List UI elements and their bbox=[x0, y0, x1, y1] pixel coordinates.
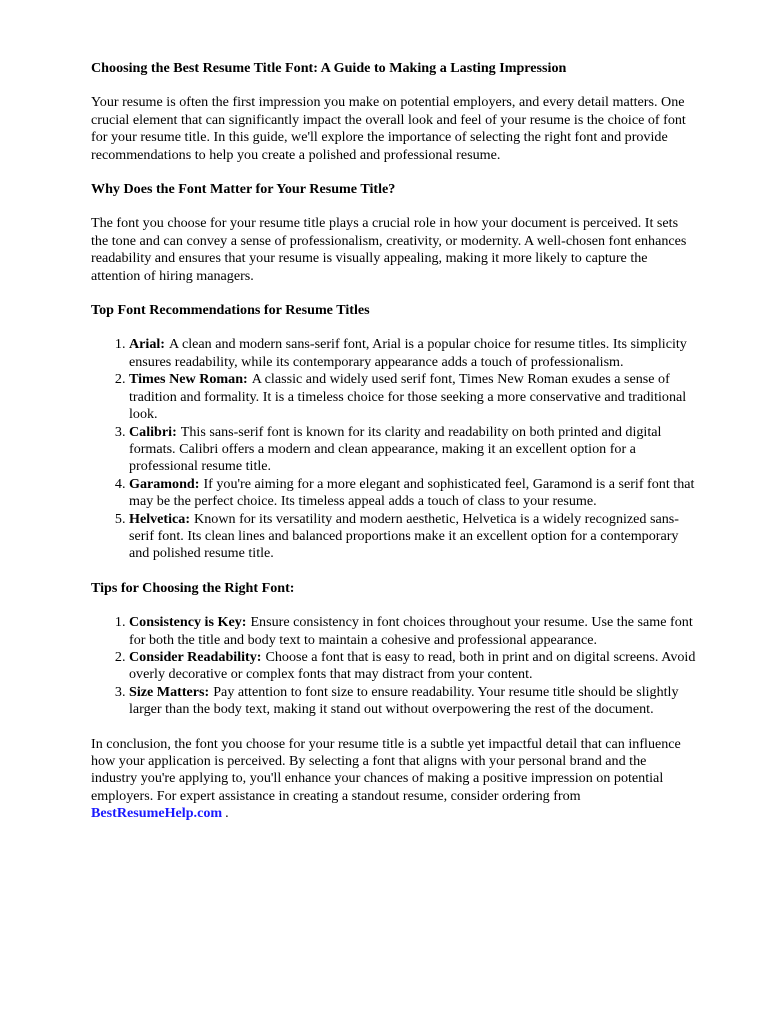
page-title: Choosing the Best Resume Title Font: A Guide to Making a Lasting Impression bbox=[91, 60, 567, 76]
tips-heading: Tips for Choosing the Right Font: bbox=[91, 579, 295, 596]
list-item-text: This sans-serif font is known for its clarity and readability on both printed and digital formats. Calibri offers a modern and clean appearance, making it an excellent option for a professional resume title. bbox=[129, 423, 662, 475]
font-recommendations-list bbox=[91, 336, 696, 562]
list-item-arial bbox=[129, 336, 696, 371]
why-paragraph: The font you choose for your resume title plays a crucial role in how your document is perceived. It sets the tone and can convey a sense of professionalism, creativity, or modernity. A well-chosen font enhances readability and ensures that your resume is visually appealing, making it more likely to capture the attention of hiring managers. bbox=[91, 215, 687, 284]
list-item-text: A classic and widely used serif font, Times New Roman exudes a sense of tradition and formality. It is a timeless choice for those seeking a more conservative and traditional look. bbox=[129, 371, 687, 423]
list-item-term: Size Matters: bbox=[129, 683, 210, 700]
list-item-helvetica bbox=[129, 511, 696, 563]
list-item-term: Times New Roman: bbox=[129, 371, 248, 388]
list-item-term: Consistency is Key: bbox=[129, 614, 247, 631]
list-item-term: Arial: bbox=[129, 336, 166, 353]
link-suffix: . bbox=[225, 805, 229, 822]
list-item-text: A clean and modern sans-serif font, Arial is a popular choice for resume titles. Its simplicity ensures readability, while its contemporary appearance adds a touch of professionalism. bbox=[129, 336, 687, 370]
list-item-calibri bbox=[129, 424, 696, 476]
top-fonts-heading: Top Font Recommendations for Resume Titles bbox=[91, 302, 370, 319]
list-item-term: Helvetica: bbox=[129, 510, 191, 527]
list-item-term: Consider Readability: bbox=[129, 648, 262, 665]
list-item-readability bbox=[129, 649, 696, 684]
why-heading: Why Does the Font Matter for Your Resume Title? bbox=[91, 181, 396, 198]
list-item-text: Ensure consistency in font choices throughout your resume. Use the same font for both the title and body text to maintain a cohesive and professional appearance. bbox=[129, 614, 693, 648]
list-item-text: Known for its versatility and modern aesthetic, Helvetica is a widely recognized sans-serif font. Its clean lines and balanced proportions make it an excellent option for a contemporary and polished resume title. bbox=[129, 510, 679, 562]
list-item-size bbox=[129, 684, 696, 719]
list-item-garamond bbox=[129, 476, 696, 511]
list-item-text: Choose a font that is easy to read, both in print and on digital screens. Avoid overly decorative or complex fonts that may distract from your content. bbox=[129, 648, 696, 683]
conclusion-paragraph bbox=[91, 736, 696, 823]
list-item-times-new-roman bbox=[129, 371, 696, 423]
list-item-text: Pay attention to font size to ensure readability. Your resume title should be slightly larger than the body text, making it stand out without overpowering the rest of the document. bbox=[129, 683, 679, 718]
intro-paragraph: Your resume is often the first impression you make on potential employers, and every detail matters. One crucial element that can significantly impact the overall look and feel of your resume is the choice of font for your resume title. In this guide, we'll explore the importance of selecting the right font and provide recommendations to help you create a polished and professional resume. bbox=[91, 94, 686, 163]
tips-list bbox=[91, 614, 696, 718]
list-item-term: Calibri: bbox=[129, 423, 177, 440]
best-resume-help-link[interactable]: BestResumeHelp.com bbox=[91, 805, 223, 822]
list-item-consistency bbox=[129, 614, 696, 649]
list-item-term: Garamond: bbox=[129, 475, 200, 492]
conclusion-text: In conclusion, the font you choose for your resume title is a subtle yet impactful detail that can influence how your application is perceived. By selecting a font that aligns with your personal brand and the industry you're applying to, you'll enhance your chances of making a positive impression on potential employers. For expert assistance in creating a standout resume, consider ordering from bbox=[91, 735, 681, 804]
list-item-text: If you're aiming for a more elegant and sophisticated feel, Garamond is a serif font that may be the perfect choice. Its timeless appeal adds a touch of class to your resume. bbox=[129, 475, 695, 510]
